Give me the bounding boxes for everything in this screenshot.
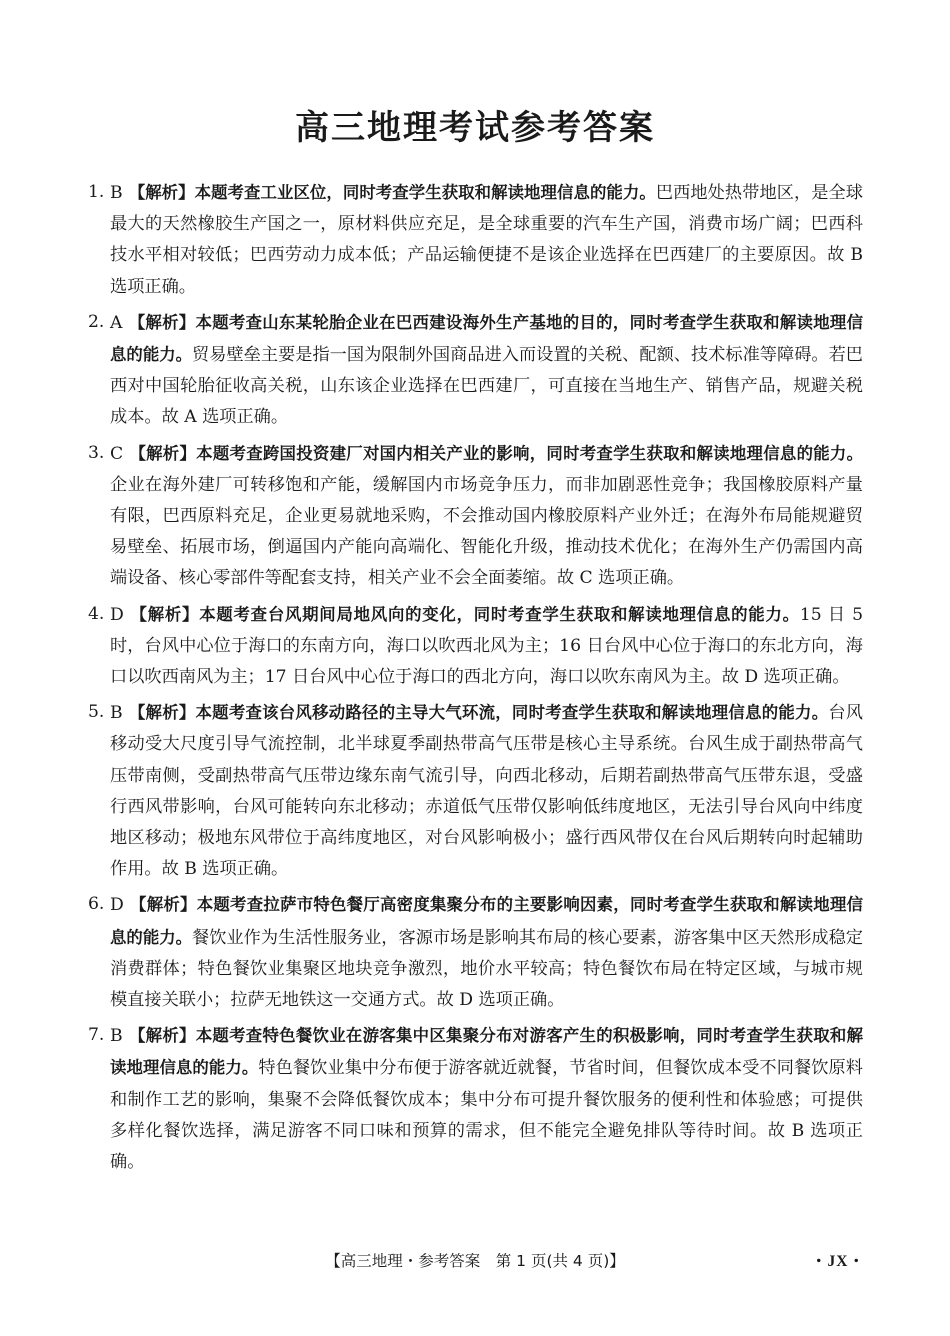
answer-item-2: [88, 307, 863, 434]
answer-item-3: [88, 438, 863, 595]
answer-list: [88, 177, 863, 1182]
answer-number: 1.: [88, 182, 105, 202]
answer-number: 6.: [88, 894, 105, 915]
answer-item-4: [88, 599, 863, 694]
answer-number: 3.: [88, 442, 105, 463]
analysis-body: 特色餐饮业集中分布便于游客就近就餐，节省时间，但餐饮成本受不同餐饮原料和制作工艺的影响，集聚不会降低餐饮成本；集中分布可提升餐饮服务的便利性和体验感；可提供多样化餐饮选择，满足游客不同口味和预算的需求，但不能完全避免排队等待时间。故 B 选项正确。: [110, 1058, 863, 1173]
analysis-heading: 【解析】本题考查台风期间局地风向的变化，同时考查学生获取和解读地理信息的能力。: [129, 604, 800, 624]
answer-number: 2.: [88, 311, 105, 332]
answer-option: B: [110, 703, 123, 724]
analysis-body: 巴西地处热带地区，是全球最大的天然橡胶生产国之一，原材料供应充足，是全球重要的汽车生产国，消费市场广阔；巴西科技水平相对较低；巴西劳动力成本低；产品运输便捷不是该企业选择在巴西建厂的主要原因。故 B 选项正确。: [110, 183, 863, 297]
answer-option: B: [110, 183, 123, 203]
analysis-heading: 【解析】本题考查特色餐饮业在游客集中区集聚分布对游客产生的积极影响，同时考查学生获取和解读地理信息的能力。: [110, 1026, 863, 1078]
footer-code: ・JX・: [811, 1253, 865, 1270]
answer-number: 4.: [88, 603, 105, 624]
answer-item-7: [88, 1020, 863, 1178]
analysis-body: 企业在海外建厂可转移饱和产能，缓解国内市场竞争压力，而非加剧恶性竞争；我国橡胶原料产量有限，巴西原料充足，企业更易就地采购，不会推动国内橡胶原料产业外迁；在海外布局能规避贸易壁垒、拓展市场，倒逼国内产能向高端化、智能化升级，推动技术优化；在海外生产仍需国内高端设备、核心零部件等配套支持，相关产业不会全面萎缩。故 C 选项正确。: [110, 474, 863, 589]
footer-page-label: 【高三地理・参考答案 第 1 页(共 4 页)】: [325, 1252, 625, 1270]
analysis-heading: 【解析】本题考查山东某轮胎企业在巴西建设海外生产基地的目的，同时考查学生获取和解读地理信息的能力。: [110, 312, 863, 365]
analysis-heading: 【解析】本题考查工业区位，同时考查学生获取和解读地理信息的能力。: [128, 183, 656, 202]
answer-item-6: [88, 889, 863, 1016]
answer-option: D: [110, 604, 124, 625]
answer-option: A: [110, 312, 123, 333]
analysis-body: 餐饮业作为生活性服务业，客源市场是影响其布局的核心要素，游客集中区天然形成稳定消费群体；特色餐饮业集聚区地块竞争激烈，地价水平较高；特色餐饮布局在特定区域，与城市规模直接关联小；拉萨无地铁这一交通方式。故 D 选项正确。: [110, 927, 863, 1011]
analysis-heading: 【解析】本题考查跨国投资建厂对国内相关产业的影响，同时考查学生获取和解读地理信息的能力。: [129, 443, 863, 463]
answer-number: 5.: [88, 702, 105, 723]
analysis-body: 台风移动受大尺度引导气流控制，北半球夏季副热带高气压带是核心主导系统。台风生成于副热带高气压带南侧，受副热带高气压带边缘东南气流引导，向西北移动，后期若副热带高气压带东退，受盛行西风带影响，台风可能转向东北移动；赤道低气压带仅影响低纬度地区，无法引导台风向中纬度地区移动；极地东风带位于高纬度地区，对台风影响极小；盛行西风带仅在台风后期转向时起辅助作用。故 B 选项正确。: [110, 703, 863, 880]
answer-option: D: [110, 895, 124, 916]
page-title: 高三地理考试参考答案: [295, 108, 655, 148]
answer-number: 7.: [88, 1025, 105, 1046]
answer-option: B: [110, 1026, 123, 1047]
analysis-heading: 【解析】本题考查拉萨市特色餐厅高密度集聚分布的主要影响因素，同时考查学生获取和解读地理信息的能力。: [110, 895, 863, 947]
answer-item-5: [88, 697, 863, 885]
answer-option: C: [110, 443, 124, 464]
analysis-heading: 【解析】本题考查该台风移动路径的主导大气环流，同时考查学生获取和解读地理信息的能力。: [128, 703, 829, 723]
analysis-body: 15 日 5 时，台风中心位于海口的东南方向，海口以吹西北风为主；16 日台风中心位于海口的东北方向，海口以吹西南风为主；17 日台风中心位于海口的西北方向，海口以吹东南风为主。故 D 选项正确。: [110, 604, 864, 688]
analysis-body: 贸易壁垒主要是指一国为限制外国商品进入而设置的关税、配额、技术标准等障碍。若巴西对中国轮胎征收高关税，山东该企业选择在巴西建厂，可直接在当地生产、销售产品，规避关税成本。故 A 选项正确。: [110, 345, 863, 428]
answer-item-1: [88, 177, 863, 303]
